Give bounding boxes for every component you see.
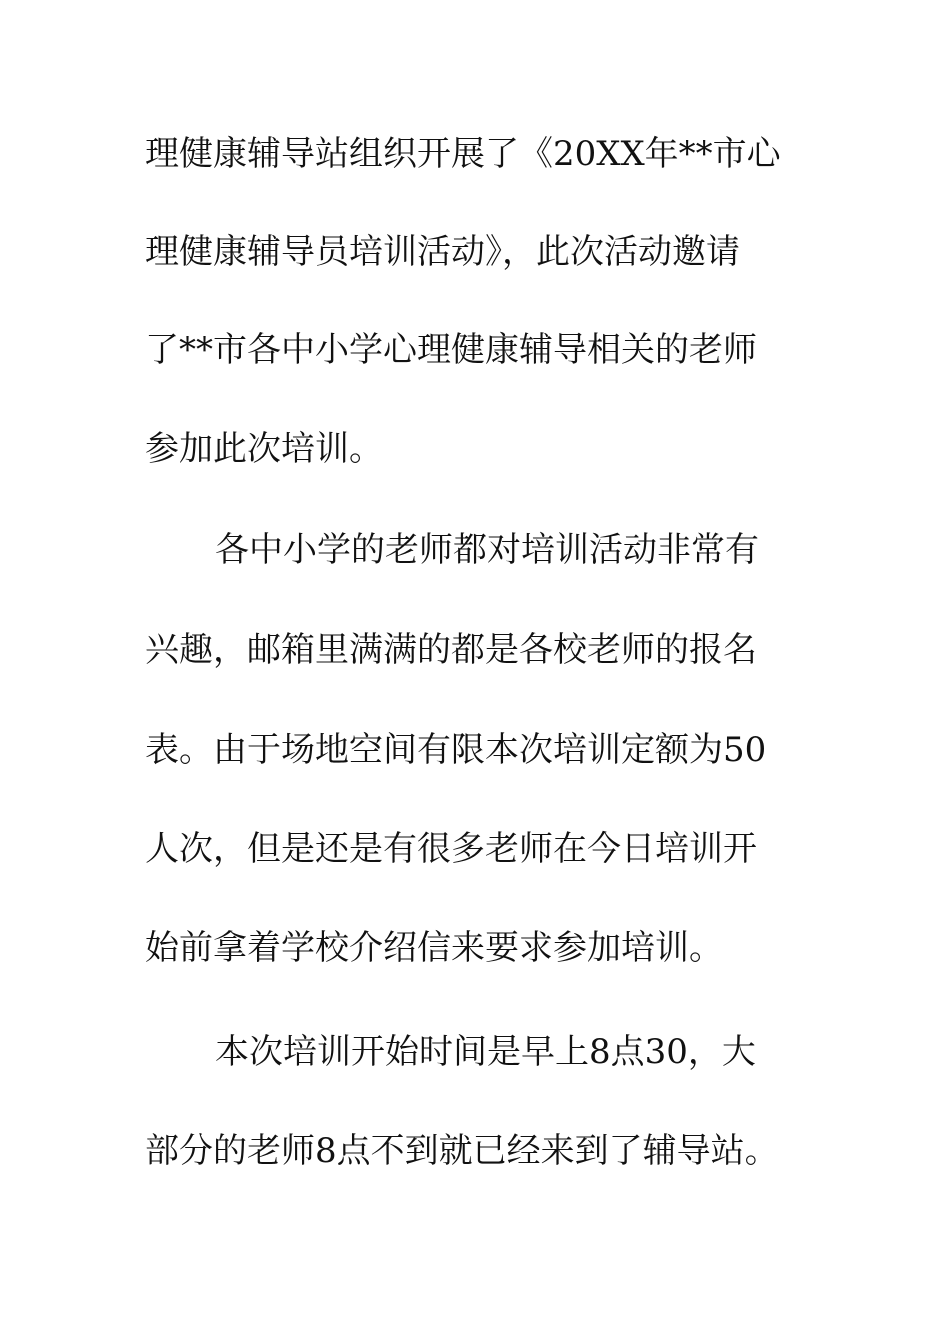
text-line-8: 人次，但是还是有很多老师在今日培训开 bbox=[145, 829, 757, 869]
text-line-3: 了**市各中小学心理健康辅导相关的老师 bbox=[145, 330, 757, 370]
text-line-1: 理健康辅导站组织开展了《20XX年**市心 bbox=[145, 134, 781, 174]
text-line-5: 各中小学的老师都对培训活动非常有 bbox=[215, 530, 759, 570]
text-line-11: 部分的老师8点不到就已经来到了辅导站。 bbox=[145, 1131, 779, 1171]
text-line-4: 参加此次培训。 bbox=[145, 429, 383, 469]
text-line-2: 理健康辅导员培训活动》，此次活动邀请 bbox=[145, 232, 740, 272]
text-line-9: 始前拿着学校介绍信来要求参加培训。 bbox=[145, 928, 723, 968]
text-line-7: 表。由于场地空间有限本次培训定额为50 bbox=[145, 730, 767, 770]
text-line-10: 本次培训开始时间是早上8点30，大 bbox=[215, 1032, 756, 1072]
text-line-6: 兴趣，邮箱里满满的都是各校老师的报名 bbox=[145, 630, 757, 670]
